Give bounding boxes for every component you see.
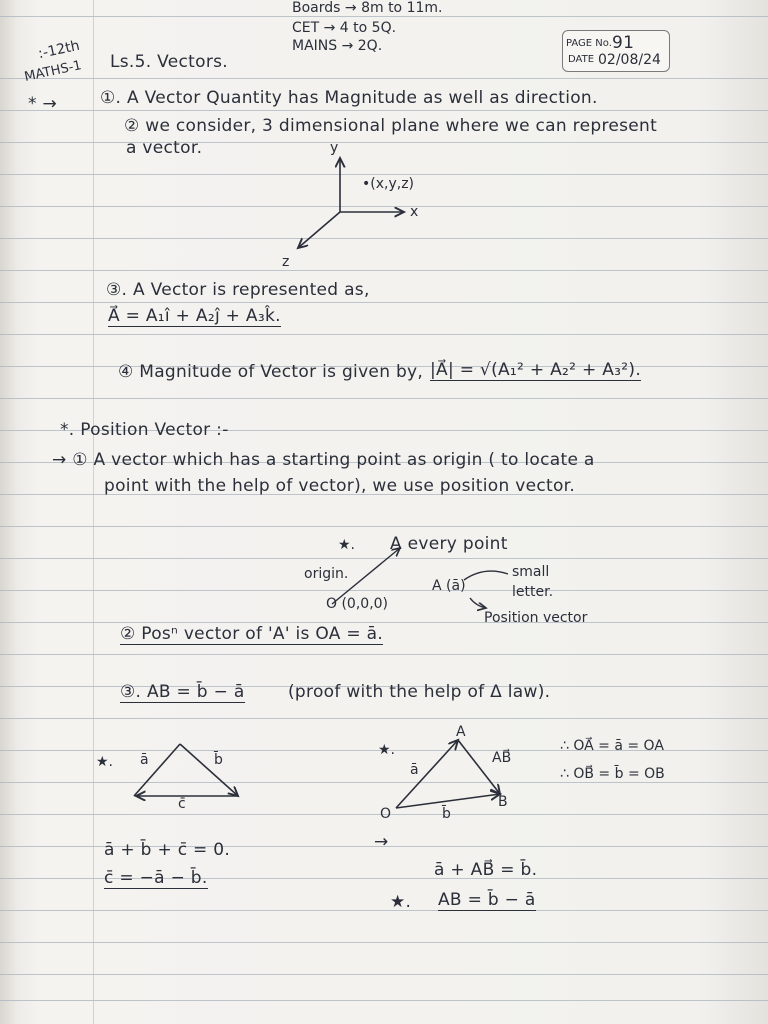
point-2-line-1: ② we consider, 3 dimensional plane where we can represent <box>124 116 658 136</box>
plan-mains: MAINS → 2Q. <box>292 38 383 54</box>
point-4-formula: |A⃗| = √(A₁² + A₂² + A₃²). <box>430 360 642 380</box>
implies-arrow: → <box>374 832 389 852</box>
axes-3d <box>298 158 404 248</box>
axis-x-label: x <box>410 204 419 220</box>
date-label: DATE <box>568 54 595 65</box>
lesson-title: Ls.5. Vectors. <box>110 52 228 72</box>
pv-point-3: ③. AB = b̄ − ā <box>120 682 245 702</box>
triangle-1-side-b: b̄ <box>214 752 223 768</box>
star-mark: ★. <box>378 742 396 758</box>
triangle-2-side-b: b̄ <box>442 806 451 822</box>
triangle-1-side-c: c̄ <box>178 796 186 812</box>
plan-boards: Boards → 8m to 11m. <box>292 0 443 16</box>
ab-result: AB = b̄ − ā <box>438 890 536 910</box>
triangle-2-vertex-a: A <box>456 724 466 740</box>
relation-ob: ∴ OB⃗ = b̄ = OB <box>560 766 665 782</box>
plan-cet: CET → 4 to 5Q. <box>292 20 397 36</box>
point-2-line-2: a vector. <box>126 138 203 158</box>
position-vector-heading: *. Position Vector :- <box>60 420 229 440</box>
pv-point-3-note: (proof with the help of Δ law). <box>288 682 551 702</box>
triangle-2 <box>396 740 500 808</box>
triangle-2-vertex-o: O <box>380 806 392 822</box>
point-3: ③. A Vector is represented as, <box>106 280 370 300</box>
origin-label: origin. <box>304 566 349 582</box>
position-vector-sketch <box>332 548 508 608</box>
triangle-2-side-a: ā <box>410 762 419 778</box>
star-mark: ★. <box>338 537 356 553</box>
position-vector-note: Position vector <box>484 610 588 626</box>
page-number: 91 <box>612 33 635 53</box>
triangle-1 <box>134 744 238 796</box>
date-value: 02/08/24 <box>598 52 661 68</box>
every-point-label: A every point <box>390 534 508 554</box>
class-label: :-12th <box>36 37 82 63</box>
c-equation: c̄ = −ā − b̄. <box>104 868 208 888</box>
star-mark: ★. <box>390 892 412 912</box>
small-letter-note: small letter. <box>512 564 554 600</box>
point-coordinate-label: •(x,y,z) <box>362 176 415 192</box>
triangle-2-vertex-b: B <box>498 794 508 810</box>
relation-oa: ∴ OA⃗ = ā = OA <box>560 738 664 754</box>
point-3-formula: A⃗ = A₁î + A₂ĵ + A₃k̂. <box>108 306 281 326</box>
point-a-label: A (ā) <box>432 578 466 594</box>
sum-equation: ā + b̄ + c̄ = 0. <box>104 840 231 860</box>
a-plus-ab-equation: ā + AB⃗ = b̄. <box>434 860 538 880</box>
pv-point-1-line-2: point with the help of vector), we use position vector. <box>104 476 576 496</box>
triangle-1-side-a: ā <box>140 752 149 768</box>
origin-coords: O (0,0,0) <box>326 596 389 612</box>
axis-z-label: z <box>282 254 290 270</box>
pv-point-1-line-1: → ① A vector which has a starting point as origin ( to locate a <box>52 450 595 470</box>
star-mark: ★. <box>96 754 114 770</box>
subject-label: MATHS-1 <box>23 58 83 85</box>
pv-point-2: ② Posⁿ vector of 'A' is OA = ā. <box>120 624 384 644</box>
point-4-text: ④ Magnitude of Vector is given by, <box>118 362 424 382</box>
point-1: ①. A Vector Quantity has Magnitude as well as direction. <box>100 88 598 108</box>
page-no-label: PAGE No. <box>566 38 612 49</box>
axis-y-label: y <box>330 140 339 156</box>
triangle-2-side-ab: AB⃗ <box>492 750 512 766</box>
bullet-arrow: * → <box>28 94 58 114</box>
